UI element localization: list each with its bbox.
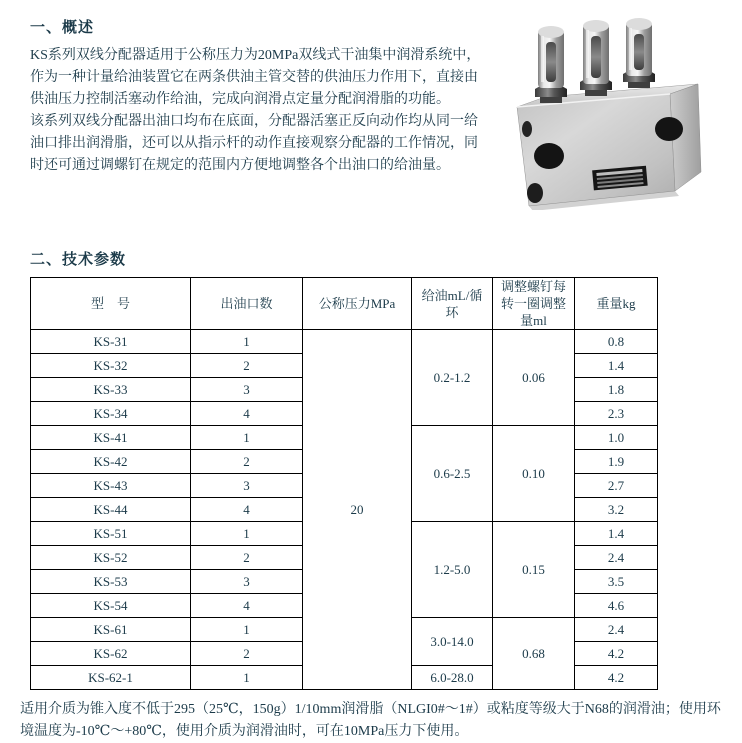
indicator-cylinder [580, 20, 612, 96]
side-port-hole [527, 183, 543, 203]
weight-cell: 2.3 [575, 402, 658, 426]
model-cell: KS-44 [31, 498, 191, 522]
outlets-cell: 3 [191, 474, 303, 498]
model-cell: KS-42 [31, 450, 191, 474]
model-cell: KS-53 [31, 570, 191, 594]
outlets-cell: 1 [191, 426, 303, 450]
weight-cell: 1.4 [575, 354, 658, 378]
overview-paragraph-1: KS系列双线分配器适用于公称压力为20MPa双线式干油集中润滑系统中，作为一种计量给油装置它在两条供油主管交替的供油压力作用下，直接由供油压力控制活塞动作给油，完成向润滑点定量分配润滑脂的功能。 [30, 48, 481, 107]
weight-cell: 0.8 [575, 330, 658, 354]
outlets-cell: 3 [191, 570, 303, 594]
outlets-cell: 1 [191, 330, 303, 354]
col-header-model: 型 号 [31, 278, 191, 330]
weight-cell: 1.0 [575, 426, 658, 450]
model-cell: KS-43 [31, 474, 191, 498]
model-cell: KS-32 [31, 354, 191, 378]
col-header-pressure: 公称压力MPa [303, 278, 412, 330]
outlets-cell: 2 [191, 546, 303, 570]
screw-adjustment-cell: 0.06 [493, 330, 575, 426]
weight-cell: 3.5 [575, 570, 658, 594]
weight-cell: 4.2 [575, 642, 658, 666]
model-cell: KS-51 [31, 522, 191, 546]
ks-distributor-photo-illustration [502, 16, 734, 210]
model-cell: KS-41 [31, 426, 191, 450]
weight-cell: 1.4 [575, 522, 658, 546]
oil-range-cell: 6.0-28.0 [412, 666, 493, 690]
outlets-cell: 2 [191, 354, 303, 378]
model-cell: KS-33 [31, 378, 191, 402]
weight-cell: 2.7 [575, 474, 658, 498]
outlets-cell: 4 [191, 402, 303, 426]
header-row [31, 278, 658, 330]
overview-section [30, 16, 734, 177]
table-row [31, 330, 658, 354]
specs-section [30, 216, 734, 690]
oil-range-cell: 0.2-1.2 [412, 330, 493, 426]
screw-adjustment-cell: 0.10 [493, 426, 575, 522]
specs-table [30, 277, 658, 690]
outlets-cell: 2 [191, 642, 303, 666]
outlets-cell: 3 [191, 378, 303, 402]
usage-note: 适用介质为锥入度不低于295（25℃，150g）1/10mm润滑脂（NLGI0#～1#）或粘度等级大于N68的润滑油；使用环境温度为-10℃～+80℃，使用介质为润滑油时，可在10MPa压力下使用。 [20, 702, 721, 739]
model-cell: KS-34 [31, 402, 191, 426]
model-cell: KS-52 [31, 546, 191, 570]
weight-cell: 1.9 [575, 450, 658, 474]
outlets-cell: 4 [191, 498, 303, 522]
col-header-weight: 重量kg [575, 278, 658, 330]
indicator-cylinder [535, 26, 567, 103]
oil-range-cell: 3.0-14.0 [412, 618, 493, 666]
screw-adjustment-cell: 0.68 [493, 618, 575, 690]
weight-cell: 3.2 [575, 498, 658, 522]
side-port-hole [522, 121, 532, 137]
screw-adjustment-cell: 0.15 [493, 522, 575, 618]
weight-cell: 2.4 [575, 546, 658, 570]
weight-cell: 1.8 [575, 378, 658, 402]
pressure-cell: 20 [303, 330, 412, 690]
overview-paragraph-2: 该系列双线分配器出油口均布在底面，分配器活塞正反向动作均从同一给油口排出润滑脂，还可以从指示杆的动作直接观察分配器的工作情况，同时还可通过调螺钉在规定的范围内方便地调整各个出油口的给油量。 [30, 114, 478, 173]
outlets-cell: 1 [191, 618, 303, 642]
front-port-hole [534, 143, 564, 169]
outlets-cell: 4 [191, 594, 303, 618]
col-header-oil-per-cycle: 给油mL/循环 [412, 278, 493, 330]
weight-cell: 2.4 [575, 618, 658, 642]
weight-cell: 4.6 [575, 594, 658, 618]
overview-heading: 一、概述 [30, 20, 95, 36]
col-header-outlets: 出油口数 [191, 278, 303, 330]
model-cell: KS-31 [31, 330, 191, 354]
outlets-cell: 1 [191, 522, 303, 546]
model-cell: KS-62 [31, 642, 191, 666]
oil-range-cell: 0.6-2.5 [412, 426, 493, 522]
product-photo [502, 16, 734, 210]
outlets-cell: 1 [191, 666, 303, 690]
model-cell: KS-62-1 [31, 666, 191, 690]
indicator-cylinder [623, 18, 655, 88]
weight-cell: 4.2 [575, 666, 658, 690]
oil-range-cell: 1.2-5.0 [412, 522, 493, 618]
outlets-cell: 2 [191, 450, 303, 474]
model-cell: KS-54 [31, 594, 191, 618]
front-port-hole [655, 117, 683, 141]
col-header-screw-adjustment: 调整螺钉每转一圈调整量ml [493, 278, 575, 330]
model-cell: KS-61 [31, 618, 191, 642]
specs-heading: 二、技术参数 [30, 252, 127, 268]
